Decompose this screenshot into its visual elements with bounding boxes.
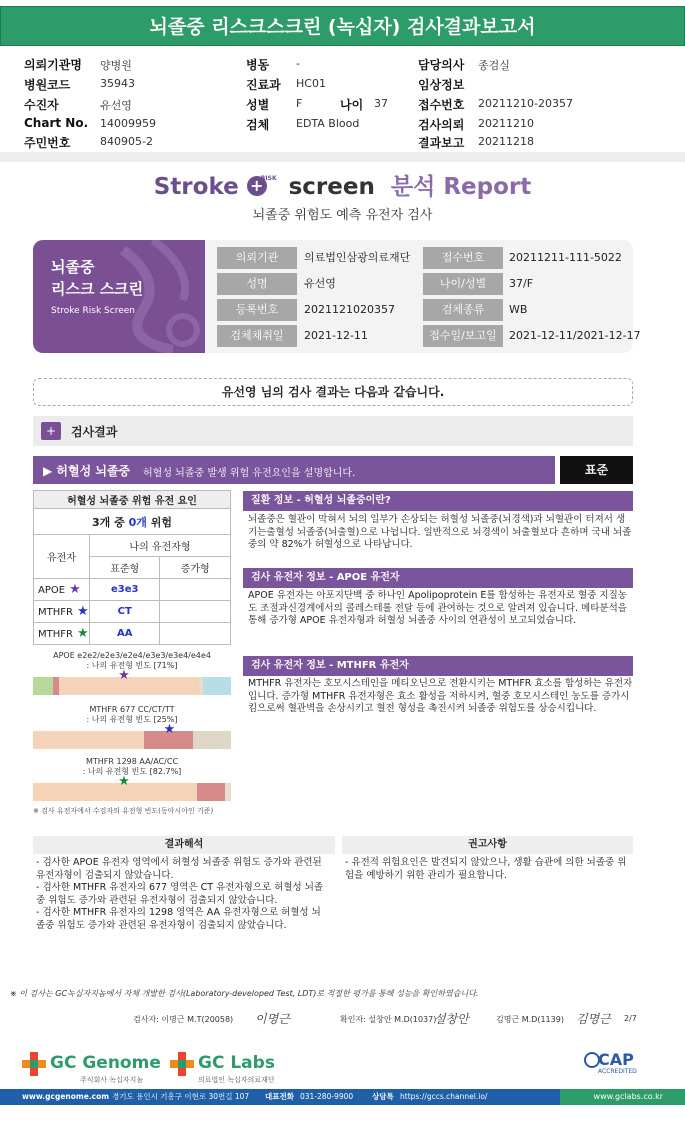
plus-icon: + (247, 176, 267, 196)
star-icon: ★ (69, 582, 81, 597)
signature-1: 이명근 (255, 1012, 290, 1026)
risk-status-badge: 표준 (560, 456, 633, 484)
freq-star-icon: ★ (163, 722, 176, 737)
meta-key: 접수번호 (418, 98, 465, 112)
card-value: 의료법인삼광의료재단 (304, 251, 411, 264)
report-subtitle: 뇌졸중 위험도 예측 유전자 검사 (252, 208, 433, 223)
footer-right-link[interactable]: www.gclabs.co.kr (560, 1089, 685, 1105)
gene-label: MTHFR (38, 607, 73, 618)
freq-label: : 나의 유전형 빈도 [25%] (86, 715, 178, 724)
card-value: 20211211-111-5022 (509, 251, 622, 264)
result-notice: 유선영 님의 검사 결과는 다음과 같습니다. (33, 378, 633, 406)
freq-note: ※ 검사 유전자에서 수검자의 유전형 빈도(동아시아인 기준) (33, 807, 214, 815)
card-label: 등록번호 (217, 299, 297, 321)
freq-star-icon: ★ (118, 774, 130, 789)
ldt-note: ※ 이 검사는 GC녹십자지놈에서 자체 개발한 검사(Laboratory-developed Test, LDT)로 적절한 평가를 통해 성능을 확인하였습니다. (10, 989, 479, 998)
freq-segment (33, 731, 144, 749)
result-section-header (33, 416, 633, 446)
meta-key: 의뢰기관명 (24, 58, 82, 72)
gc-labs-logo: GC Labs (198, 1053, 275, 1073)
gene-label: APOE (38, 585, 66, 596)
meta-key: 진료과 (246, 78, 281, 92)
card-value: WB (509, 303, 528, 316)
meta-value: 37 (374, 97, 388, 110)
cap-accredited: ACCREDITED (598, 1068, 637, 1075)
freq-bar (33, 783, 231, 801)
hemo-title: ▶ 허혈성 뇌졸중 (43, 464, 131, 478)
meta-key: 주민번호 (24, 136, 71, 150)
interp-text: - 검사한 APOE 유전자 영역에서 허혈성 뇌졸중 위험도 증가와 관련된 유전자형이 검출되지 않았습니다. - 검사한 MTHFR 유전자의 677 영역은 CT 유전자형으로 허혈성 뇌졸중 위험도 증가와 관련된 유전자형이 검출되지 않았습니다. - 검사한 MTHFR 유전자의 1298 영역은 AA 유전자형으로 허혈성 뇌졸중 위험도 증가와 관련된 유전자형이 검출되지 않았습니다. (36, 857, 324, 931)
meta-value: 20211210-20357 (478, 97, 573, 110)
inc-genotype (160, 623, 231, 645)
card-label: 성명 (217, 273, 297, 295)
cap-logo: CAP (598, 1050, 634, 1069)
star-icon: ★ (76, 626, 89, 641)
meta-value: 35943 (100, 77, 135, 90)
count-post: 위험 (150, 515, 172, 529)
panel-header: 검사 유전자 정보 - APOE 유전자 (243, 568, 633, 588)
freq-label: APOE e2e2/e2e3/e2e4/e3e3/e3e4/e4e4 (53, 651, 211, 660)
card-label: 검체채취일 (217, 325, 297, 347)
meta-value: 840905-2 (100, 135, 153, 148)
freq-label: MTHFR 1298 AA/AC/CC (85, 757, 179, 766)
card-english: Stroke Risk Screen (51, 306, 135, 316)
freq-label: : 나의 유전형 빈도 [82.7%] (82, 767, 182, 776)
panel-text: APOE 유전자는 아포지단백 중 하나인 Apolipoprotein E를 합성하는 유전자로 혈중 지질농도 조절과신경계에서의 콜레스테롤 전달 등에 관여하는 것으로 알려져 있습니다. 메타분석을 통해 증가형 APOE 유전자형과 허혈성 뇌졸중 사이의 연관성이 보고되었습니다. (248, 590, 627, 626)
meta-key: 검사의뢰 (418, 118, 465, 132)
hemo-stroke-bar (33, 456, 555, 484)
card-label: 의뢰기관 (217, 247, 297, 269)
meta-value: 유선영 (100, 99, 132, 112)
meta-key: 검체 (246, 118, 270, 132)
freq-star-icon: ★ (118, 668, 130, 683)
inc-genotype (160, 601, 231, 623)
gene-name (34, 623, 90, 645)
report-title: 뇌졸중 리스크스크린 (녹십자) 검사결과보고서 (0, 6, 685, 46)
table-row (34, 623, 231, 645)
meta-key: Chart No. (24, 116, 89, 130)
footer-tel: 031-280-9900 (300, 1092, 354, 1101)
star-icon: ★ (76, 604, 89, 619)
freq-segment (203, 677, 231, 695)
freq-segment (33, 677, 53, 695)
footer-tel-label: 대표전화 (265, 1092, 294, 1101)
freq-segment (33, 783, 197, 801)
freq-segment (225, 783, 231, 801)
freq-segment (197, 783, 225, 801)
card-line2: 리스크 스크린 (51, 280, 144, 298)
meta-value: - (296, 57, 300, 70)
std-header: 표준형 (90, 557, 160, 579)
freq-label: : 나의 유전형 빈도 [71%] (86, 661, 178, 670)
stroke-card-banner (33, 240, 205, 353)
panel-header: 질환 정보 - 허혈성 뇌졸중이란? (243, 491, 633, 511)
std-genotype: CT (90, 601, 160, 623)
card-value: 37/F (509, 277, 534, 290)
risk-count (34, 509, 231, 535)
meta-value: F (296, 97, 303, 110)
meta-key: 병동 (246, 58, 270, 72)
gc-labs-cross-icon (170, 1052, 194, 1076)
gene-name (34, 601, 90, 623)
gc-labs-sub: 의료법인 녹십자의료재단 (198, 1076, 275, 1084)
stroke-screen-logo (0, 168, 685, 201)
inc-header: 증가형 (160, 557, 231, 579)
logo-screen: screen (288, 174, 375, 200)
card-label: 접수번호 (423, 247, 503, 269)
panel-header: 검사 유전자 정보 - MTHFR 유전자 (243, 656, 633, 676)
std-genotype: e3e3 (90, 579, 160, 601)
card-label: 검체종류 (423, 299, 503, 321)
folder-icon: + (41, 422, 61, 440)
card-line1: 뇌졸중 (51, 258, 95, 276)
meta-key: 임상정보 (418, 78, 465, 92)
count-num: 0개 (128, 515, 147, 529)
meta-value: 20211210 (478, 117, 534, 130)
interp-header: 결과해석 (33, 836, 335, 854)
card-label: 나이/성별 (423, 273, 503, 295)
meta-value: 양병원 (100, 59, 132, 72)
logo-stroke: Stroke (153, 174, 239, 200)
divider (0, 152, 685, 162)
gc-genome-sub: 주식회사 녹십자지놈 (80, 1076, 144, 1084)
table-header: 허혈성 뇌졸중 위험 유전 요인 (34, 491, 231, 509)
gene-col-header: 유전자 (34, 535, 90, 579)
card-value: 2021121020357 (304, 303, 395, 316)
advice-text: - 유전적 위험요인은 발견되지 않았으나, 생활 습관에 의한 뇌졸중 위험을 예방하기 위한 관리가 필요합니다. (345, 857, 627, 881)
meta-value: 종검실 (478, 59, 510, 72)
gc-cross-icon (22, 1052, 46, 1076)
doctor: 김명근 M.D(1139) (496, 1015, 564, 1024)
logo-report: 분석 Report (390, 174, 532, 200)
card-label: 접수일/보고일 (423, 325, 503, 347)
meta-key: 담당의사 (418, 58, 465, 72)
inc-genotype (160, 579, 231, 601)
freq-segment (193, 731, 231, 749)
gene-label: MTHFR (38, 629, 73, 640)
meta-key: 나이 (340, 98, 364, 112)
meta-value: 20211218 (478, 135, 534, 148)
confirmer: 확인자: 설창안 M.D(1037) (340, 1015, 437, 1024)
logo-kind: RISK (260, 175, 277, 182)
table-row (34, 601, 231, 623)
page-number: 2/7 (624, 1014, 637, 1023)
hemo-desc: 허혈성 뇌졸중 발생 위험 유전요인을 설명합니다. (143, 468, 356, 479)
my-geno-header: 나의 유전자형 (90, 535, 231, 557)
count-pre: 3개 중 (92, 515, 125, 529)
table-row (34, 579, 231, 601)
card-value: 2021-12-11 (304, 329, 368, 342)
meta-key: 수진자 (24, 98, 59, 112)
panel-text: 뇌졸중은 혈관이 막혀서 뇌의 일부가 손상되는 허혈성 뇌졸중(뇌경색)과 뇌혈관이 터져서 생기는출혈성 뇌졸중(뇌출혈)으로 나뉩니다. 일반적으로 뇌경색이 뇌출혈보다 흔하며 국내 뇌졸중의 약 82%가 허혈성으로 나타납니다. (248, 514, 632, 550)
footer-chat-label: 상담톡 (372, 1092, 394, 1101)
footer-address: 경기도 용인시 기흥구 이현로 30번길 107 (112, 1092, 250, 1101)
meta-key: 성별 (246, 98, 270, 112)
meta-key: 병원코드 (24, 78, 71, 92)
gene-table (33, 490, 231, 645)
meta-value: HC01 (296, 77, 326, 90)
gene-name (34, 579, 90, 601)
panel-text: MTHFR 유전자는 호모시스테인을 메티오닌으로 전환시키는 MTHFR 효소를 합성하는 유전자입니다. 증가형 MTHFR 유전자형은 효소 활성을 저하시켜, 혈중 호모시스테인 농도를 증가시킴으로써 혈관벽을 손상시키고 혈전 형성을 촉진시켜 뇌졸중 위험도를 상승시킵니다. (248, 678, 633, 714)
meta-value: EDTA Blood (296, 117, 360, 130)
card-value: 유선영 (304, 277, 336, 290)
freq-bar (33, 677, 231, 695)
advice-header: 권고사항 (342, 836, 633, 854)
card-value: 2021-12-11/2021-12-17 (509, 329, 641, 342)
meta-key: 결과보고 (418, 136, 465, 150)
examiner: 검사자: 이명근 M.T(20058) (133, 1015, 234, 1024)
freq-label: MTHFR 677 CC/CT/TT (89, 705, 175, 714)
freq-bar (33, 731, 231, 749)
meta-value: 14009959 (100, 117, 156, 130)
gc-genome-logo: GC Genome (50, 1053, 161, 1073)
std-genotype: AA (90, 623, 160, 645)
signature-2: 설창안 (434, 1012, 469, 1026)
signature-3: 김명근 (576, 1012, 611, 1026)
footer-url[interactable]: www.gcgenome.com (22, 1092, 110, 1101)
footer-chat[interactable]: https://gccs.channel.io/ (400, 1092, 488, 1101)
section-title: 검사결과 (71, 425, 118, 439)
